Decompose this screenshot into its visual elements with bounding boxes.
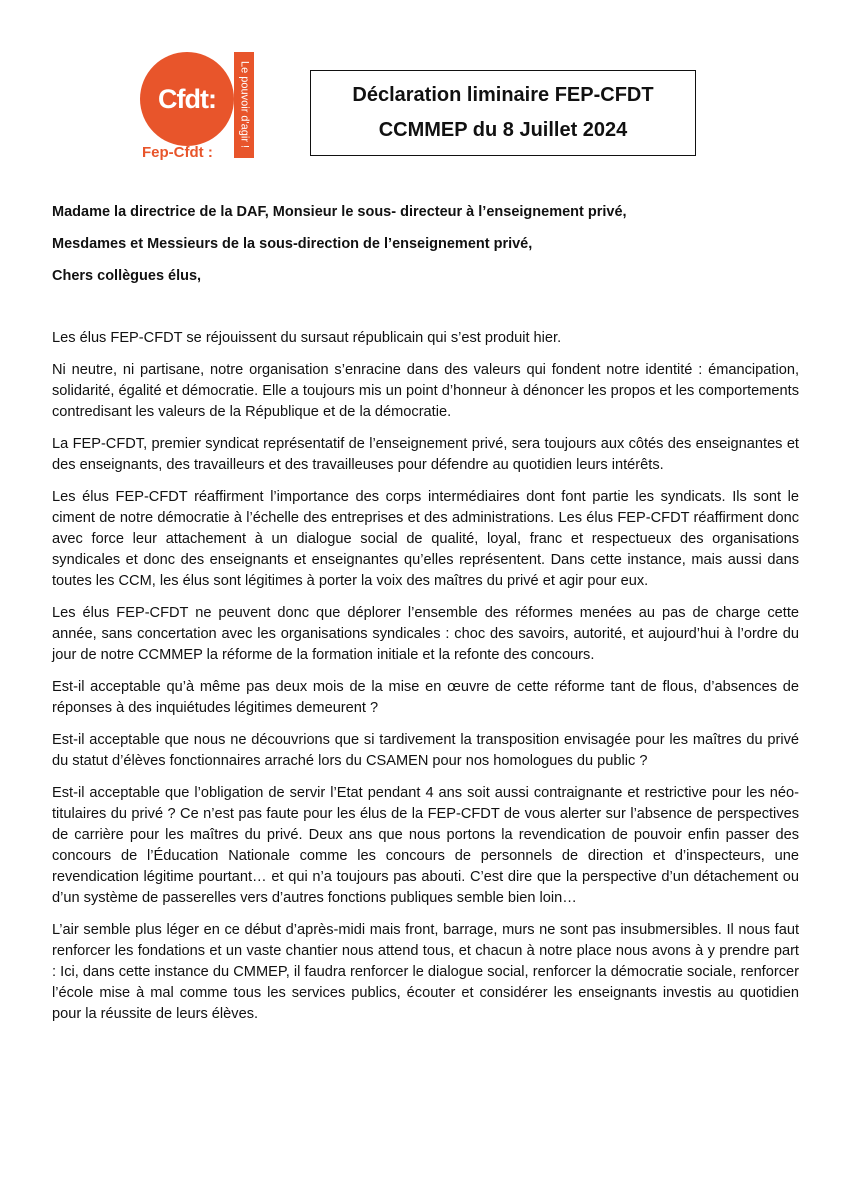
paragraph: Est-il acceptable qu’à même pas deux mois de la mise en œuvre de cette réforme tant de flous, d’absences de réponses à des inquiétudes légitimes demeurent ? — [52, 679, 799, 716]
logo-subtitle: Fep-Cfdt : — [142, 144, 213, 161]
logo-circle — [140, 52, 234, 146]
paragraph: Ni neutre, ni partisane, notre organisation s’enracine dans des valeurs qui fondent notre identité : émancipation, solidarité, égalité et démocratie. Elle a toujours mis un point d’honneur à dénoncer les propos et les comportements contredisant les valeurs de la République et de la démocratie. — [52, 362, 799, 420]
logo-slogan: Le pouvoir d'agir ! — [238, 61, 251, 149]
cfdt-logo — [140, 52, 260, 160]
paragraph: La FEP-CFDT, premier syndicat représentatif de l’enseignement privé, sera toujours aux côtés des enseignantes et des enseignants, des travailleurs et des travailleuses pour défendre au quotidien leurs intérêts. — [52, 436, 799, 473]
title-line-1: Déclaration liminaire FEP-CFDT — [352, 84, 654, 106]
logo-slogan-bar — [234, 52, 254, 158]
title-box — [310, 70, 696, 156]
addressee-line: Chers collègues élus, — [52, 268, 202, 284]
logo-name: Cfdt: — [158, 83, 216, 114]
addressee-line: Madame la directrice de la DAF, Monsieur le sous- directeur à l’enseignement privé, — [52, 204, 627, 220]
title-line-2: CCMMEP du 8 Juillet 2024 — [378, 119, 628, 141]
paragraph: Les élus FEP-CFDT réaffirment l’importance des corps intermédiaires dont font partie les syndicats. Ils sont le ciment de notre démocratie à l’échelle des entreprises et des administrations. Les élus FEP-CFDT réaffirment donc avec force leur attachement à un dialogue social de qualité, loyal, franc et respectueux des organisations syndicales et donc des enseignants et enseignantes qu’elles représentent. Dans cette instance, mais aussi dans toutes les CCM, les élus sont légitimes à porter la voix des maîtres du privé et agir pour eux. — [52, 489, 799, 589]
paragraph: Les élus FEP-CFDT ne peuvent donc que déplorer l’ensemble des réformes menées au pas de charge cette année, sans concertation avec les organisations syndicales : choc des savoirs, autorité, et aujourd’hui à l’ordre du jour de notre CCMMEP la réforme de la formation initiale et la refonte des concours. — [52, 605, 799, 663]
declaration-body — [52, 328, 799, 1036]
paragraph: Les élus FEP-CFDT se réjouissent du sursaut républicain qui s’est produit hier. — [52, 330, 562, 346]
paragraph: L’air semble plus léger en ce début d’après-midi mais front, barrage, murs ne sont pas insubmersibles. Il nous faut renforcer les fondations et un vaste chantier nous attend tous, et chacun à notre place nous avons à y prendre part : Ici, dans cette instance du CMMEP, il faudra renforcer le dialogue social, renforcer la démocratie sociale, renforcer l’école mise à mal comme tous les services publics, écouter et considérer les enseignants investis au quotidien pour la réussite de leurs élèves. — [52, 922, 799, 1022]
addressees — [52, 203, 627, 299]
paragraph: Est-il acceptable que nous ne découvrions que si tardivement la transposition envisagée pour les maîtres du privé du statut d’élèves fonctionnaires arraché lors du CSAMEN pour nos homologues du public ? — [52, 732, 799, 769]
addressee-line: Mesdames et Messieurs de la sous-direction de l’enseignement privé, — [52, 236, 533, 252]
paragraph: Est-il acceptable que l’obligation de servir l’Etat pendant 4 ans soit aussi contraignante et restrictive pour les néo-titulaires du privé ? Ce n’est pas faute pour les élus de la FEP-CFDT de vous alerter sur l’absence de perspectives de carrière pour les maîtres du privé. Deux ans que nous portons la revendication de pouvoir enfin passer des concours de l’Éducation Nationale comme les concours de personnels de direction et d’inspecteurs, une revendication légitime pourtant… et qui n’a toujours pas abouti. C’est dire que la perspective d’un détachement ou d’un système de passerelles vers d’autres fonctions publiques semble bien loin… — [52, 785, 799, 906]
